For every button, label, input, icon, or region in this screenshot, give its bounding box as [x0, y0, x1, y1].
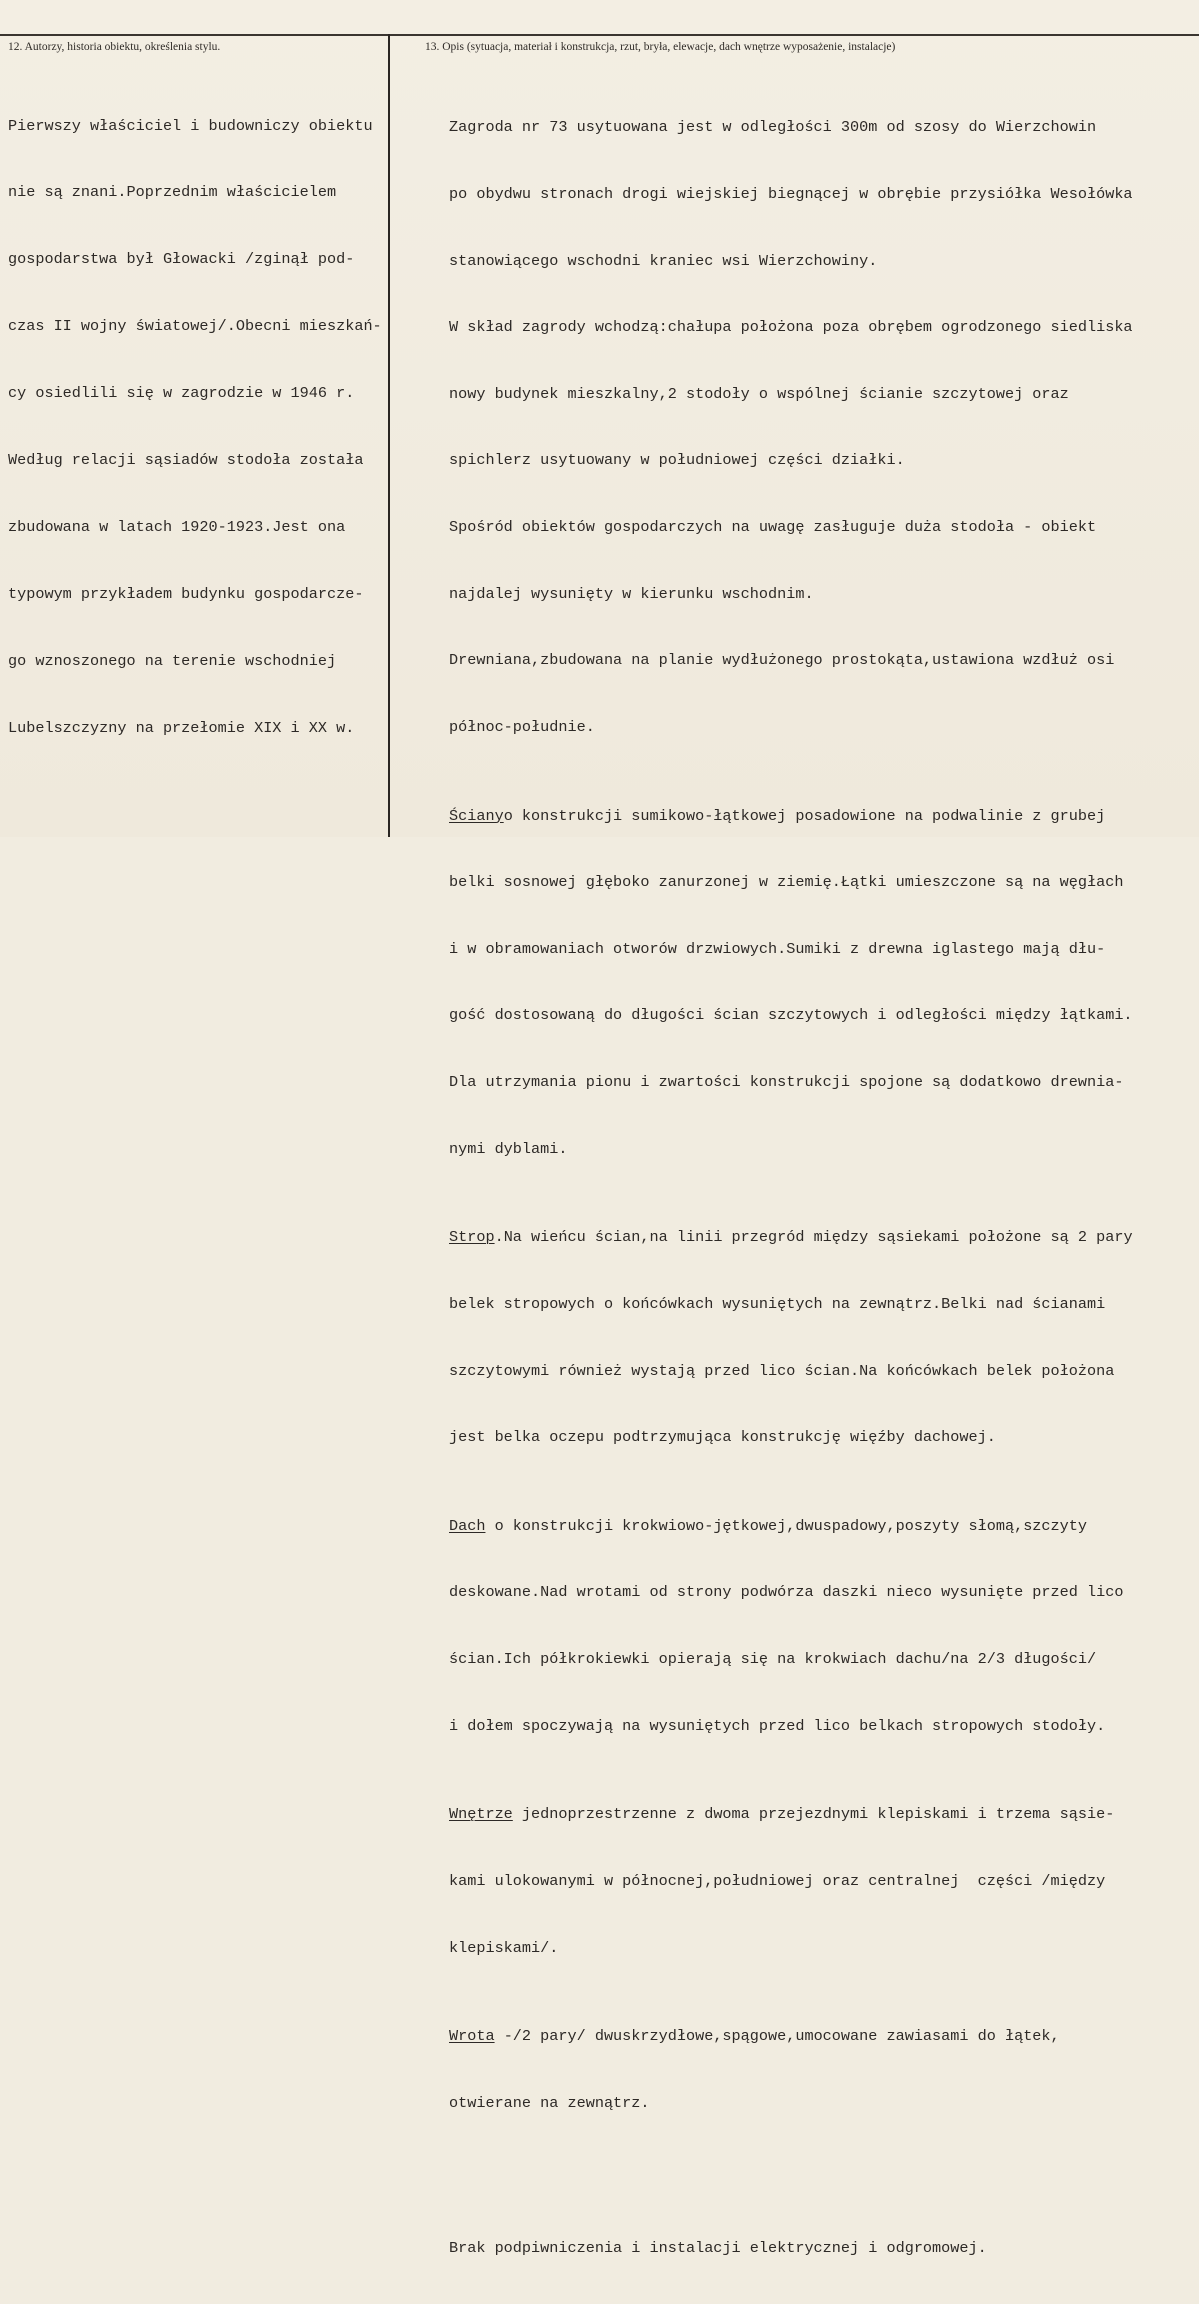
- text-line: nymi dyblami.: [449, 1139, 568, 1158]
- text-line: go wznoszonego na terenie wschodniej: [8, 651, 337, 670]
- walls-label: Ściany: [449, 806, 504, 825]
- text-line: Drewniana,zbudowana na planie wydłużonego prostokąta,ustawiona wzdłuż osi: [449, 651, 1115, 670]
- text-line: zbudowana w latach 1920-1923.Jest ona: [8, 517, 346, 536]
- text-line: belki sosnowej głęboko zanurzonej w ziemię.Łątki umieszczone są na węgłach: [449, 873, 1124, 892]
- section-12-text: [8, 70, 382, 784]
- text-line: Według relacji sąsiadów stodoła została: [8, 451, 364, 470]
- column-divider: [388, 34, 390, 837]
- ceiling-label: Strop: [449, 1228, 495, 1247]
- text-line: nie są znani.Poprzednim właścicielem: [8, 183, 337, 202]
- closing-line: Brak podpiwniczenia i instalacji elektrycznej i odgromowej.: [449, 2239, 987, 2258]
- interior-paragraph-first-line: [449, 1803, 1133, 1825]
- text-line: deskowane.Nad wrotami od strony podwórza daszki nieco wysunięte przed lico: [449, 1583, 1124, 1602]
- text-line: typowym przykładem budynku gospodarcze-: [8, 584, 364, 603]
- text-line: i w obramowaniach otworów drzwiowych.Sumiki z drewna iglastego mają dłu-: [449, 939, 1106, 958]
- text-line: stanowiącego wschodni kraniec wsi Wierzchowiny.: [449, 251, 878, 270]
- text-line: cy osiedlili się w zagrodzie w 1946 r.: [8, 384, 355, 403]
- text-line: nowy budynek mieszkalny,2 stodoły o wspólnej ścianie szczytowej oraz: [449, 384, 1069, 403]
- text-line: i dołem spoczywają na wysuniętych przed lico belkach stropowych stodoły.: [449, 1716, 1106, 1735]
- roof-label: Dach: [449, 1516, 486, 1535]
- text-line: po obydwu stronach drogi wiejskiej biegnącej w obrębie przysiółka Wesołówka: [449, 185, 1133, 203]
- text-run: jednoprzestrzenne z dwoma przejezdnymi klepiskami i trzema sąsie-: [512, 1805, 1115, 1824]
- text-line: jest belka oczepu podtrzymująca konstrukcję więźby dachowej.: [449, 1428, 996, 1447]
- text-line: szczytowymi również wystają przed lico ścian.Na końcówkach belek położona: [449, 1361, 1115, 1380]
- text-line: Spośród obiektów gospodarczych na uwagę zasługuje duża stodoła - obiekt: [449, 517, 1097, 536]
- walls-paragraph-first-line: [449, 805, 1133, 827]
- header-rule: [0, 34, 1199, 36]
- text-line: gość dostosowaną do długości ścian szczytowych i odległości między łątkami.: [449, 1006, 1133, 1025]
- roof-paragraph-first-line: [449, 1515, 1133, 1537]
- text-run: o konstrukcji krokwiowo-jętkowej,dwuspadowy,poszyty słomą,szczyty: [485, 1516, 1087, 1535]
- text-line: ścian.Ich półkrokiewki opierają się na krokwiach dachu/na 2/3 długości/: [449, 1650, 1097, 1669]
- text-line: klepiskami/.: [449, 1938, 559, 1957]
- text-line: północ-południe.: [449, 717, 595, 736]
- text-line: Lubelszczyzny na przełomie XIX i XX w.: [8, 718, 355, 737]
- text-line: gospodarstwa był Głowacki /zginął pod-: [8, 250, 355, 269]
- text-line: W skład zagrody wchodzą:chałupa położona poza obrębem ogrodzonego siedliska: [449, 318, 1133, 337]
- text-line: Dla utrzymania pionu i zwartości konstrukcji spojone są dodatkowo drewnia-: [449, 1072, 1124, 1091]
- ceiling-paragraph-first-line: [449, 1226, 1133, 1248]
- text-line: belek stropowych o końcówkach wysuniętych na zewnątrz.Belki nad ścianami: [449, 1294, 1106, 1313]
- text-line: otwierane na zewnątrz.: [449, 2094, 650, 2113]
- gates-label: Wrota: [449, 2027, 495, 2046]
- text-line: Pierwszy właściciel i budowniczy obiektu: [8, 116, 373, 135]
- section-13-heading: 13. Opis (sytuacja, materiał i konstrukcja, rzut, bryła, elewacje, dach wnętrze wyposażenie, instalacje): [425, 41, 896, 53]
- text-line: Zagroda nr 73 usytuowana jest w odległości 300m od szosy do Wierzchowin: [449, 118, 1097, 137]
- section-13-text: [449, 72, 1133, 2304]
- text-line: najdalej wysunięty w kierunku wschodnim.: [449, 584, 814, 603]
- text-line: kami ulokowanymi w północnej,południowej oraz centralnej części /między: [449, 1872, 1106, 1891]
- section-12-heading: 12. Autorzy, historia obiektu, określenia stylu.: [8, 41, 221, 53]
- text-line: czas II wojny światowej/.Obecni mieszkań-: [8, 317, 382, 336]
- paragraph-gap: [449, 2181, 1133, 2193]
- gates-paragraph-first-line: [449, 2025, 1133, 2047]
- text-line: spichlerz usytuowany w południowej części działki.: [449, 451, 905, 470]
- interior-label: Wnętrze: [449, 1805, 513, 1824]
- text-run: o konstrukcji sumikowo-łątkowej posadowione na podwalinie z grubej: [503, 806, 1106, 825]
- text-run: -/2 pary/ dwuskrzydłowe,spągowe,umocowane zawiasami do łątek,: [494, 2027, 1060, 2046]
- text-run: .Na wieńcu ścian,na linii przegród między sąsiekami położone są 2 pary: [494, 1228, 1133, 1247]
